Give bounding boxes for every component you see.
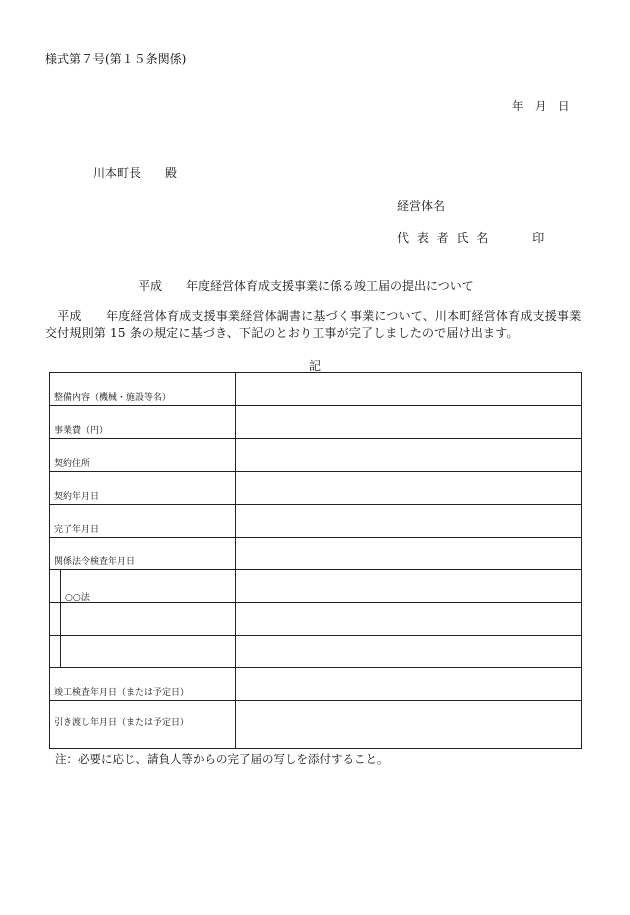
row-label: 事業費（円）: [54, 426, 109, 436]
table-row: [50, 668, 581, 701]
table-row: [50, 701, 581, 748]
table-sub-row: [50, 636, 581, 668]
row-label: 整備内容（機械・施設等名）: [54, 393, 172, 403]
row-value-cell[interactable]: [236, 505, 581, 537]
row-label: 関係法令検査年月日: [54, 557, 136, 567]
row-label: 契約年月日: [54, 492, 100, 502]
row-value-cell[interactable]: [236, 538, 581, 569]
row-value-cell[interactable]: [236, 406, 581, 438]
sub-row-value-cell[interactable]: [236, 636, 581, 667]
completion-table: [49, 372, 582, 749]
row-label: 契約住所: [54, 459, 91, 469]
document-subject: 平成 年度経営体育成支援事業に係る竣工届の提出について: [138, 279, 474, 293]
entity-name-label: 経営体名: [397, 199, 446, 213]
row-label: 完了年月日: [54, 525, 100, 535]
row-label: 竣工検査年月日（または予定日）: [54, 688, 190, 698]
sub-row-value-cell[interactable]: [236, 603, 581, 635]
footnote: 注：必要に応じ、請負人等からの完了届の写しを添付すること。: [55, 752, 389, 766]
sub-row-value-cell[interactable]: [236, 570, 581, 602]
record-heading: 記: [309, 359, 322, 373]
table-row: [50, 472, 581, 505]
representative-label: 代 表 者 氏 名 印: [397, 231, 547, 245]
table-row: [50, 373, 581, 406]
body-paragraph: 平成 年度経営体育成支援事業経営体調書に基づく事業について、川本町経営体育成支援事業交付規則第 15 条の規定に基づき、下記のとおり工事が完了しましたので届け出ます。: [45, 309, 582, 340]
table-row: [50, 538, 581, 570]
row-value-cell[interactable]: [236, 472, 581, 504]
row-value-cell[interactable]: [236, 701, 581, 748]
table-row: [50, 406, 581, 439]
addressee: 川本町長 殿: [93, 166, 178, 180]
row-value-cell[interactable]: [236, 439, 581, 471]
date-line: 年 月 日: [512, 99, 570, 113]
row-value-cell[interactable]: [236, 373, 581, 405]
sub-row-label: ○○法: [65, 593, 90, 603]
table-sub-row: [50, 570, 581, 603]
row-label: 引き渡し年月日（または予定日）: [54, 718, 190, 728]
row-value-cell[interactable]: [236, 668, 581, 700]
table-row: [50, 505, 581, 538]
form-number: 様式第７号(第１５条関係): [45, 52, 187, 66]
table-row: [50, 439, 581, 472]
table-sub-row: [50, 603, 581, 636]
